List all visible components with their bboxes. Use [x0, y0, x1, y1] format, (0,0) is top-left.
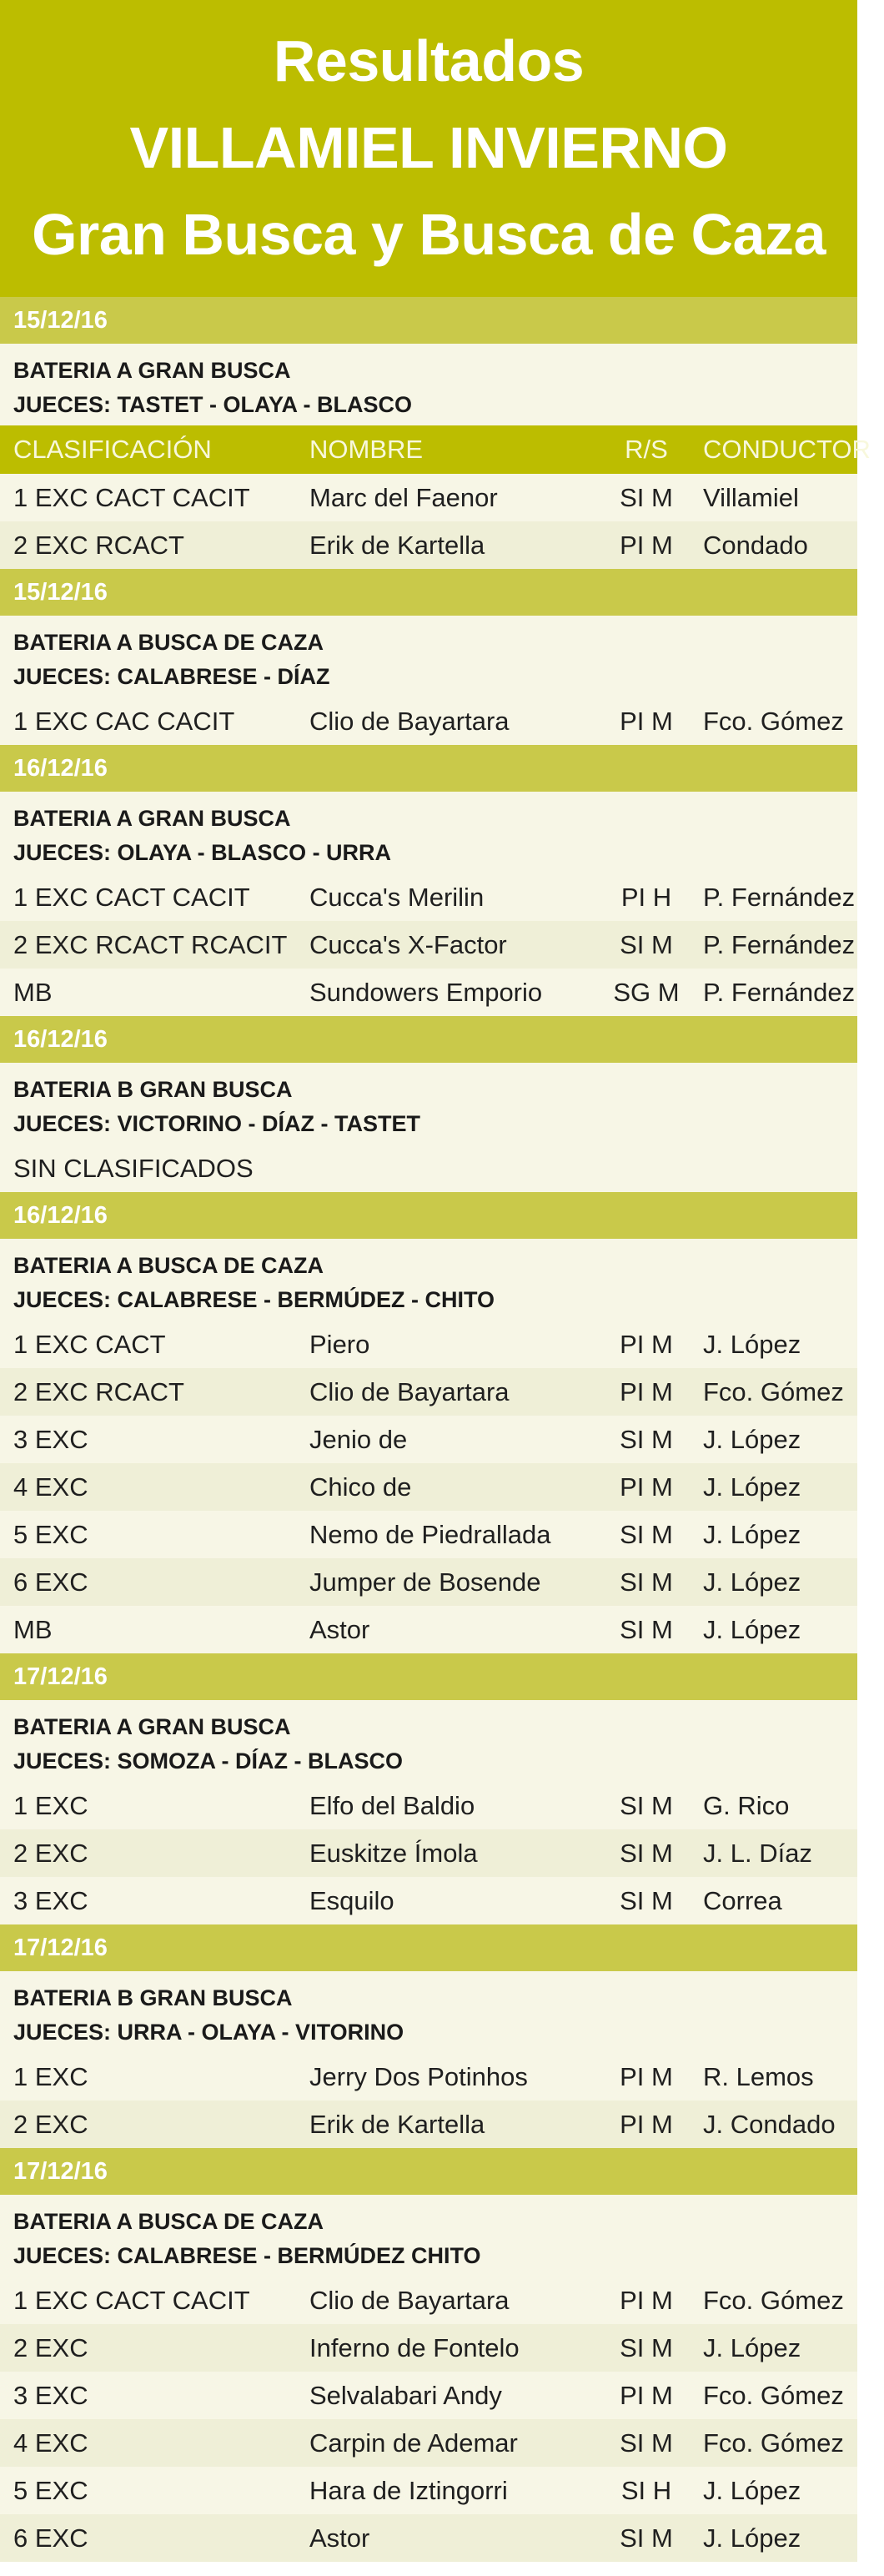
breed-sex-cell: SI M [620, 930, 673, 959]
table-row [0, 697, 857, 745]
handler-cell: R. Lemos [703, 2062, 814, 2091]
table-row [0, 2514, 857, 2562]
title-line-1: Resultados [273, 28, 585, 93]
section-date: 16/12/16 [13, 755, 108, 782]
bateria-label: BATERIA A BUSCA DE CAZA [13, 1253, 324, 1278]
breed-sex-cell: PI M [620, 707, 673, 736]
dog-name-cell: Marc del Faenor [309, 483, 498, 512]
classification-cell: 6 EXC [13, 2523, 88, 2553]
handler-cell: J. Condado [703, 2110, 836, 2139]
handler-cell: P. Fernández [703, 883, 856, 912]
table-row [0, 521, 857, 569]
table-row [0, 1368, 857, 1416]
section-info [0, 1239, 857, 1321]
title-line-3: Gran Busca y Busca de Caza [32, 202, 826, 267]
classification-cell: 2 EXC RCACT [13, 531, 184, 560]
breed-sex-cell: PI M [620, 1330, 673, 1359]
dog-name-cell: Sundowers Emporio [309, 978, 543, 1007]
breed-sex-cell: PI M [620, 531, 673, 560]
table-row [0, 1877, 857, 1924]
classification-cell: 5 EXC [13, 2476, 88, 2505]
breed-sex-cell: PI M [620, 2381, 673, 2410]
handler-cell: Fco. Gómez [703, 2428, 844, 2458]
classification-cell: 6 EXC [13, 1567, 88, 1597]
section-date-bar [0, 1924, 857, 1971]
classification-cell: 2 EXC RCACT RCACIT [13, 930, 288, 959]
section-date: 15/12/16 [13, 307, 108, 334]
jueces-label: JUECES: VICTORINO - DÍAZ - TASTET [13, 1111, 421, 1136]
dog-name-cell: Hara de Iztingorri [309, 2476, 508, 2505]
breed-sex-cell: SI M [620, 1839, 673, 1868]
section-info [0, 2195, 857, 2277]
dog-name-cell: Clio de Bayartara [309, 707, 510, 736]
dog-name-cell: Jenio de [309, 1425, 408, 1454]
dog-name-cell: Astor [309, 2523, 370, 2553]
breed-sex-cell: PI M [620, 2062, 673, 2091]
table-row [0, 1321, 857, 1368]
breed-sex-cell: PI M [620, 2110, 673, 2139]
table-row [0, 1511, 857, 1558]
section-date: 17/12/16 [13, 2158, 108, 2185]
section-date-bar [0, 1192, 857, 1239]
section-date: 16/12/16 [13, 1202, 108, 1229]
table-row [0, 969, 857, 1016]
breed-sex-cell: PI H [620, 883, 672, 912]
table-row [0, 1829, 857, 1877]
classification-cell: 1 EXC [13, 1791, 88, 1820]
bateria-label: BATERIA A BUSCA DE CAZA [13, 2209, 324, 2234]
handler-cell: Fco. Gómez [703, 2381, 844, 2410]
section-info [0, 616, 857, 697]
classification-cell: 3 EXC [13, 1425, 88, 1454]
section-info [0, 792, 857, 873]
dog-name-cell: Nemo de Piedrallada [309, 1520, 551, 1549]
table-row [0, 2101, 857, 2148]
dog-name-cell: Clio de Bayartara [309, 2286, 510, 2315]
dog-name-cell: Chico de [309, 1472, 412, 1502]
table-row [0, 1558, 857, 1606]
classification-cell: 1 EXC [13, 2062, 88, 2091]
dog-name-cell: Erik de Kartella [309, 2110, 485, 2139]
bateria-label: BATERIA A BUSCA DE CAZA [13, 630, 324, 655]
bateria-label: BATERIA B GRAN BUSCA [13, 1985, 293, 2010]
dog-name-cell: Elfo del Baldio [309, 1791, 475, 1820]
handler-cell: Fco. Gómez [703, 2286, 844, 2315]
table-row [0, 2419, 857, 2467]
classification-cell: 2 EXC [13, 1839, 88, 1868]
breed-sex-cell: SI H [620, 2476, 672, 2505]
table-row [0, 1606, 857, 1653]
bateria-label: BATERIA A GRAN BUSCA [13, 358, 291, 383]
jueces-label: JUECES: URRA - OLAYA - VITORINO [13, 2020, 404, 2045]
column-header: NOMBRE [309, 435, 424, 464]
dog-name-cell: Jumper de Bosende [309, 1567, 541, 1597]
section-date-bar [0, 1016, 857, 1063]
handler-cell: J. López [703, 1520, 801, 1549]
dog-name-cell: Cucca's Merilin [309, 883, 485, 912]
jueces-label: JUECES: TASTET - OLAYA - BLASCO [13, 392, 413, 417]
classification-cell: 2 EXC RCACT [13, 1377, 184, 1406]
dog-name-cell: Selvalabari Andy [309, 2381, 502, 2410]
breed-sex-cell: SI M [620, 1791, 673, 1820]
classification-cell: 4 EXC [13, 1472, 88, 1502]
handler-cell: Fco. Gómez [703, 1377, 844, 1406]
dog-name-cell: Cucca's X-Factor [309, 930, 507, 959]
handler-cell: J. López [703, 1615, 801, 1644]
column-header: CONDUCTOR [703, 435, 871, 464]
section-date-bar [0, 1653, 857, 1700]
section-info [0, 1063, 857, 1145]
no-results-note: SIN CLASIFICADOS [13, 1154, 254, 1183]
table-header [0, 425, 871, 474]
dog-name-cell: Carpin de Ademar [309, 2428, 518, 2458]
breed-sex-cell: PI M [620, 2286, 673, 2315]
section-date: 16/12/16 [13, 1026, 108, 1053]
section-info [0, 1971, 857, 2053]
handler-cell: J. López [703, 1330, 801, 1359]
table-row [0, 2324, 857, 2372]
column-header: R/S [625, 435, 668, 464]
section-info [0, 344, 857, 425]
bateria-label: BATERIA A GRAN BUSCA [13, 806, 291, 831]
classification-cell: 3 EXC [13, 1886, 88, 1915]
handler-cell: J. L. Díaz [703, 1839, 812, 1868]
handler-cell: J. López [703, 2333, 801, 2362]
section-date: 17/12/16 [13, 1663, 108, 1690]
table-row [0, 474, 857, 521]
handler-cell: J. López [703, 1472, 801, 1502]
jueces-label: JUECES: SOMOZA - DÍAZ - BLASCO [13, 1748, 404, 1774]
classification-cell: MB [13, 1615, 53, 1644]
dog-name-cell: Erik de Kartella [309, 531, 485, 560]
dog-name-cell: Esquilo [309, 1886, 394, 1915]
dog-name-cell: Clio de Bayartara [309, 1377, 510, 1406]
breed-sex-cell: SI M [620, 483, 673, 512]
handler-cell: J. López [703, 1425, 801, 1454]
table-row [0, 921, 857, 969]
table-row [0, 2467, 857, 2514]
breed-sex-cell: PI M [620, 1472, 673, 1502]
bateria-label: BATERIA B GRAN BUSCA [13, 1077, 293, 1102]
table-row [0, 1463, 857, 1511]
handler-cell: G. Rico [703, 1791, 790, 1820]
bateria-label: BATERIA A GRAN BUSCA [13, 1714, 291, 1739]
handler-cell: Correa [703, 1886, 782, 1915]
handler-cell: Villamiel [703, 483, 799, 512]
classification-cell: MB [13, 978, 53, 1007]
handler-cell: J. López [703, 2523, 801, 2553]
breed-sex-cell: PI M [620, 1377, 673, 1406]
breed-sex-cell: SI M [620, 1425, 673, 1454]
section-date-bar [0, 569, 857, 616]
table-row [0, 2372, 857, 2419]
breed-sex-cell: SI M [620, 2523, 673, 2553]
classification-cell: 1 EXC CACT [13, 1330, 166, 1359]
classification-cell: 4 EXC [13, 2428, 88, 2458]
dog-name-cell: Euskitze Ímola [309, 1839, 478, 1868]
jueces-label: JUECES: OLAYA - BLASCO - URRA [13, 840, 392, 865]
section-date: 17/12/16 [13, 1935, 108, 1961]
jueces-label: JUECES: CALABRESE - BERMÚDEZ CHITO [13, 2243, 481, 2268]
classification-cell: 5 EXC [13, 1520, 88, 1549]
section-date-bar [0, 2148, 857, 2195]
table-row [0, 2277, 857, 2324]
jueces-label: JUECES: CALABRESE - BERMÚDEZ - CHITO [13, 1287, 495, 1312]
column-header: CLASIFICACIÓN [13, 435, 212, 464]
classification-cell: 1 EXC CACT CACIT [13, 883, 250, 912]
table-row [0, 873, 857, 921]
handler-cell: Fco. Gómez [703, 707, 844, 736]
dog-name-cell: Jerry Dos Potinhos [309, 2062, 528, 2091]
jueces-label: JUECES: CALABRESE - DÍAZ [13, 664, 330, 689]
section-date: 15/12/16 [13, 579, 108, 606]
classification-cell: 3 EXC [13, 2381, 88, 2410]
handler-cell: Condado [703, 531, 808, 560]
classification-cell: 2 EXC [13, 2333, 88, 2362]
handler-cell: P. Fernández [703, 978, 856, 1007]
breed-sex-cell: SI M [620, 1520, 673, 1549]
table-row [0, 2053, 857, 2101]
table-row [0, 1416, 857, 1463]
handler-cell: J. López [703, 1567, 801, 1597]
dog-name-cell: Astor [309, 1615, 370, 1644]
breed-sex-cell: SI M [620, 1886, 673, 1915]
breed-sex-cell: SI M [620, 2333, 673, 2362]
breed-sex-cell: SI M [620, 2428, 673, 2458]
section-date-bar [0, 297, 857, 344]
breed-sex-cell: SG M [613, 978, 680, 1007]
classification-cell: 1 EXC CAC CACIT [13, 707, 235, 736]
title-line-2: VILLAMIEL INVIERNO [129, 115, 728, 180]
section-date-bar [0, 745, 857, 792]
breed-sex-cell: SI M [620, 1567, 673, 1597]
breed-sex-cell: SI M [620, 1615, 673, 1644]
classification-cell: 1 EXC CACT CACIT [13, 483, 250, 512]
dog-name-cell: Inferno de Fontelo [309, 2333, 520, 2362]
no-results-row [0, 1145, 857, 1192]
handler-cell: J. López [703, 2476, 801, 2505]
handler-cell: P. Fernández [703, 930, 856, 959]
classification-cell: 2 EXC [13, 2110, 88, 2139]
table-row [0, 1782, 857, 1829]
dog-name-cell: Piero [309, 1330, 370, 1359]
section-info [0, 1700, 857, 1782]
classification-cell: 1 EXC CACT CACIT [13, 2286, 250, 2315]
title-banner [0, 0, 857, 297]
